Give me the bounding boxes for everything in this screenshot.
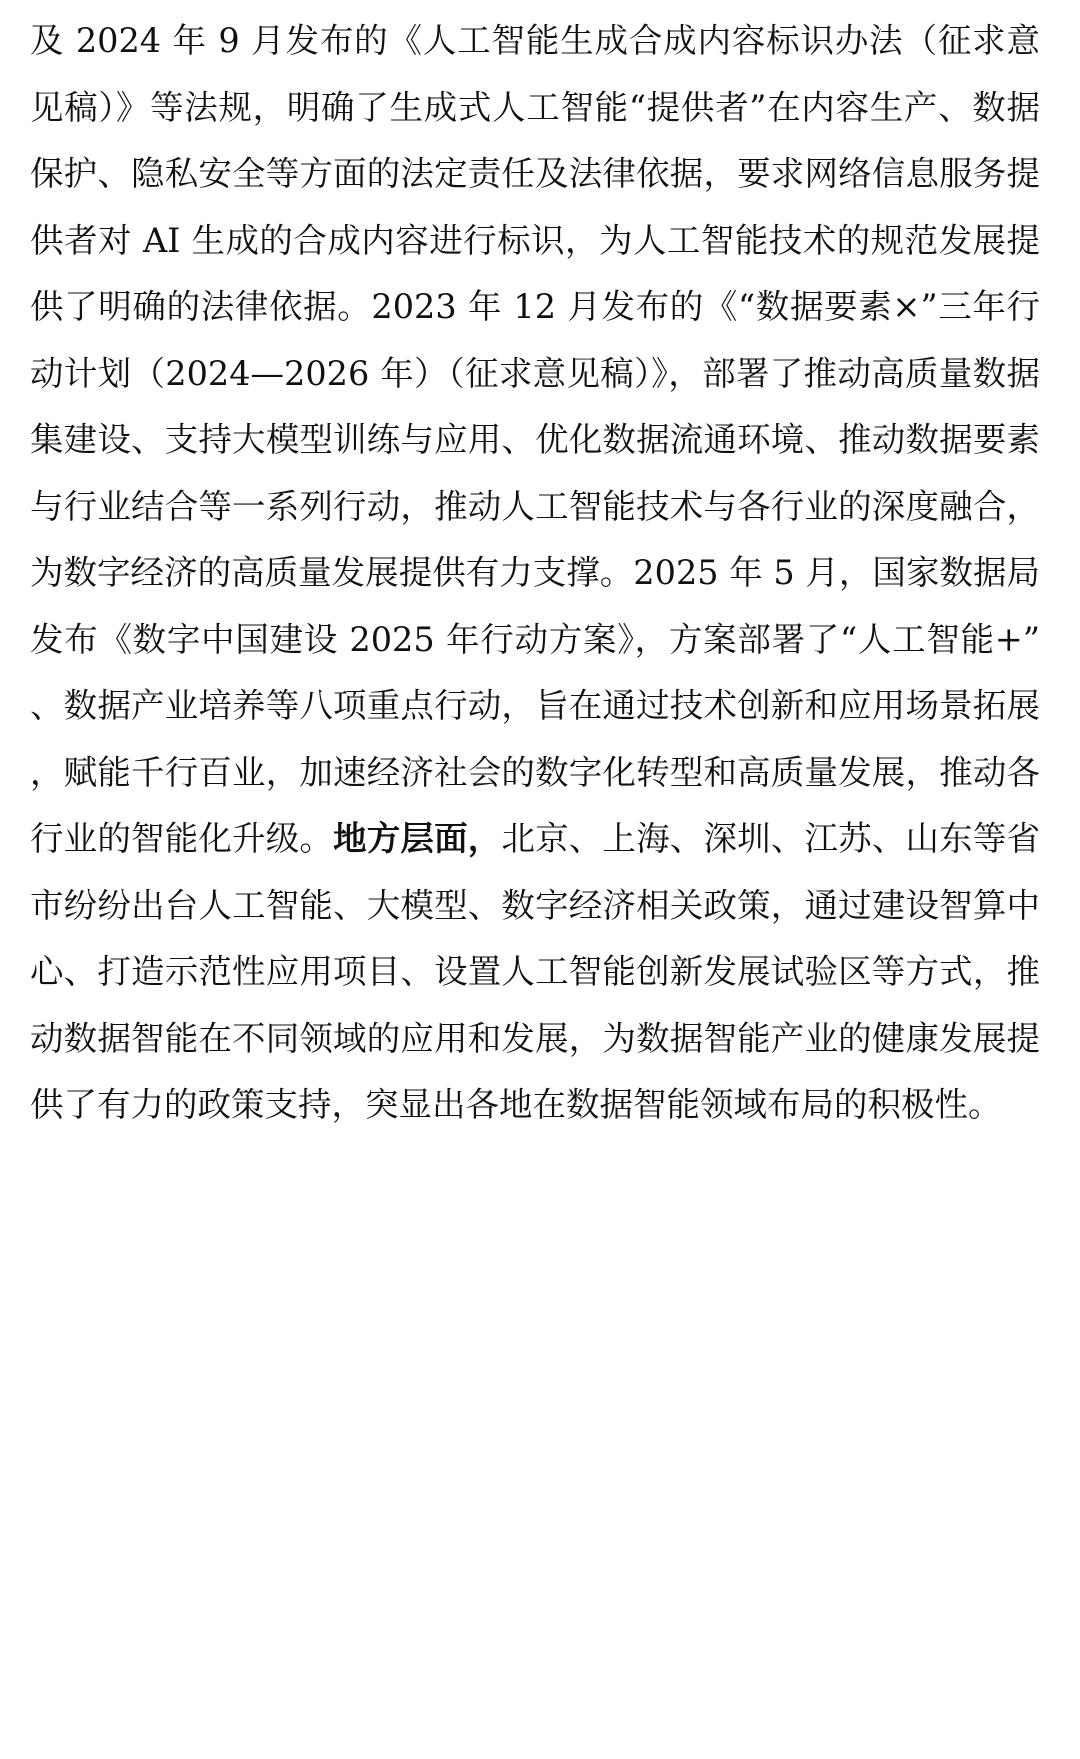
paragraph-text-run: 北京、上海、深圳、江苏、山东等省市纷纷出台人工智能、大模型、数字经济相关政策，通过建设智算中心、打造示范性应用项目、设置人工智能创新发展试验区等方式，推动数据智能在不同领域的应用和发展，为数据智能产业的健康发展提供了有力的政策支持，突显出各地在数据智能领域布局的积极性。 — [30, 819, 1041, 1124]
paragraph-text-run: 及 2024 年 9 月发布的《人工智能生成合成内容标识办法（征求意见稿）》等法规，明确了生成式人工智能“提供者”在内容生产、数据保护、隐私安全等方面的法定责任及法律依据，要求网络信息服务提供者对 AI 生成的合成内容进行标识，为人工智能技术的规范发展提供了明确的法律依据。2023 年 12 月发布的《“数据要素×”三年行动计划（2024—2026 年）（征求意见稿）》，部署了推动高质量数据集建设、支持大模型训练与应用、优化数据流通环境、推动数据要素与行业结合等一系列行动，推动人工智能技术与各行业的深度融合，为数字经济的高质量发展提供有力支撑。2025 年 5 月，国家数据局发布《数字中国建设 2025 年行动方案》，方案部署了“人工智能+”、数据产业培养等八项重点行动，旨在通过技术创新和应用场景拓展，赋能千行百业，加速经济社会的数字化转型和高质量发展，推动各行业的智能化升级。 — [30, 21, 1040, 858]
body-paragraph — [30, 8, 1040, 1139]
emphasis-text: 地方层面， — [333, 819, 502, 858]
